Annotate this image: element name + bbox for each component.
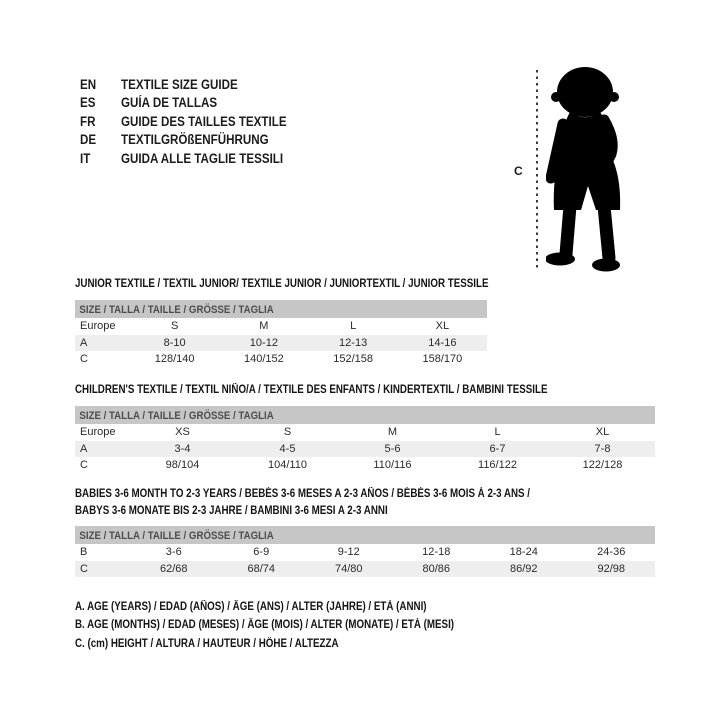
value-cell: 104/110: [268, 459, 307, 472]
value-cell: 68/74: [247, 562, 276, 575]
value-cell: 12-13: [339, 336, 368, 349]
table-row: [75, 424, 655, 441]
table-title: [75, 276, 487, 293]
table-row: [75, 351, 487, 368]
toddler-silhouette-icon: [546, 66, 636, 272]
language-code: EN: [80, 76, 97, 92]
language-row: [80, 75, 314, 94]
value-cell: XL: [595, 426, 610, 439]
value-cell: 18-24: [509, 546, 538, 559]
language-row: [80, 131, 314, 150]
value-cell: 6-9: [253, 546, 270, 559]
value-cell: 3-4: [174, 442, 191, 455]
value-cell: 140/152: [243, 353, 284, 366]
size-header-bar: [75, 300, 487, 318]
row-label-cell: C: [80, 459, 88, 472]
value-cell: 128/140: [154, 353, 195, 366]
size-table: [75, 276, 487, 368]
value-cell: 92/98: [597, 562, 626, 575]
value-cell: 5-6: [384, 442, 401, 455]
table-row: [75, 544, 655, 561]
height-measure-label: C: [514, 164, 523, 178]
value-cell: 9-12: [337, 546, 360, 559]
value-cell: S: [283, 426, 292, 439]
size-table-grid: [75, 318, 487, 368]
row-label-cell: A: [80, 442, 88, 455]
value-cell: 62/68: [159, 562, 188, 575]
value-cell: XL: [435, 320, 450, 333]
value-cell: 122/128: [582, 459, 623, 472]
language-row: [80, 149, 314, 168]
size-table-grid: [75, 544, 655, 577]
toddler-figure: [510, 64, 660, 278]
value-cell: 6-7: [489, 442, 506, 455]
table-title-line: CHILDREN'S TEXTILE / TEXTIL NIÑO/A / TEXTILE DES ENFANTS / KINDERTEXTIL / BAMBINI TESSILE: [75, 384, 548, 396]
language-title-list: [80, 75, 314, 168]
value-cell: 10-12: [249, 336, 278, 349]
height-measure-dotted-line: [536, 70, 538, 270]
table-title-line: BABIES 3-6 MONTH TO 2-3 YEARS / BEBÉS 3-6 MESES A 2-3 AÑOS / BÉBÉS 3-6 MOIS À 2-3 ANS /: [75, 488, 531, 500]
value-cell: 110/116: [373, 459, 412, 472]
size-table: [75, 382, 655, 474]
value-cell: 98/104: [165, 459, 200, 472]
table-row: [75, 457, 655, 474]
language-title: TEXTILE SIZE GUIDE: [121, 76, 238, 92]
language-row: [80, 112, 314, 131]
table-title-line: JUNIOR TEXTILE / TEXTIL JUNIOR/ TEXTILE JUNIOR / JUNIORTEXTIL / JUNIOR TESSILE: [75, 278, 489, 290]
value-cell: 7-8: [594, 442, 611, 455]
value-cell: 74/80: [334, 562, 363, 575]
size-header-label: SIZE / TALLA / TAILLE / GRÖSSE / TAGLIA: [79, 304, 274, 316]
table-row: [75, 441, 655, 458]
row-label-cell: C: [80, 353, 88, 366]
table-title-line: BABYS 3-6 MONATE BIS 2-3 JAHRE / BAMBINI 3-6 MESI A 2-3 ANNI: [75, 505, 388, 517]
value-cell: 14-16: [428, 336, 457, 349]
table-row: [75, 335, 487, 352]
footnote-line: C. (cm) HEIGHT / ALTURA / HAUTEUR / HÖHE / ALTEZZA: [75, 637, 339, 650]
row-label-cell: C: [80, 562, 88, 575]
value-cell: M: [259, 320, 269, 333]
value-cell: XS: [175, 426, 190, 439]
language-title: GUIDE DES TAILLES TEXTILE: [121, 113, 287, 129]
value-cell: 116/122: [478, 459, 517, 472]
value-cell: 8-10: [163, 336, 186, 349]
table-title: [75, 382, 655, 399]
value-cell: S: [170, 320, 179, 333]
table-title: [75, 486, 655, 520]
size-table-grid: [75, 424, 655, 474]
value-cell: 24-36: [597, 546, 626, 559]
size-header-bar: [75, 526, 655, 544]
value-cell: L: [494, 426, 501, 439]
value-cell: 12-18: [422, 546, 451, 559]
row-label-cell: Europe: [80, 320, 116, 333]
row-label-cell: B: [80, 546, 88, 559]
size-header-bar: [75, 406, 655, 424]
value-cell: 4-5: [279, 442, 296, 455]
value-cell: 158/170: [422, 353, 463, 366]
footnote-line: A. AGE (YEARS) / EDAD (AÑOS) / ÂGE (ANS) / ALTER (JAHRE) / ETÀ (ANNI): [75, 601, 427, 613]
language-code: IT: [80, 150, 91, 166]
footnote-line: B. AGE (MONTHS) / EDAD (MESES) / ÂGE (MOIS) / ALTER (MONATE) / ETÀ (MESI): [75, 619, 455, 632]
value-cell: 86/92: [509, 562, 538, 575]
row-label-cell: A: [80, 336, 88, 349]
language-code: ES: [80, 95, 96, 111]
language-code: FR: [80, 113, 96, 129]
value-cell: 80/86: [422, 562, 451, 575]
language-title: GUÍA DE TALLAS: [121, 95, 218, 111]
size-table: [75, 486, 655, 577]
language-title: TEXTILGRÖßENFÜHRUNG: [121, 132, 269, 148]
language-row: [80, 94, 314, 113]
language-code: DE: [80, 132, 97, 148]
row-label-cell: Europe: [80, 426, 116, 439]
size-header-label: SIZE / TALLA / TAILLE / GRÖSSE / TAGLIA: [79, 410, 274, 422]
value-cell: L: [350, 320, 357, 333]
value-cell: 3-6: [165, 546, 182, 559]
language-title: GUIDA ALLE TAGLIE TESSILI: [121, 150, 284, 166]
value-cell: M: [387, 426, 398, 439]
footnotes: [75, 598, 521, 653]
value-cell: 152/158: [333, 353, 373, 366]
size-header-label: SIZE / TALLA / TAILLE / GRÖSSE / TAGLIA: [79, 530, 274, 542]
table-row: [75, 318, 487, 335]
table-row: [75, 561, 655, 578]
